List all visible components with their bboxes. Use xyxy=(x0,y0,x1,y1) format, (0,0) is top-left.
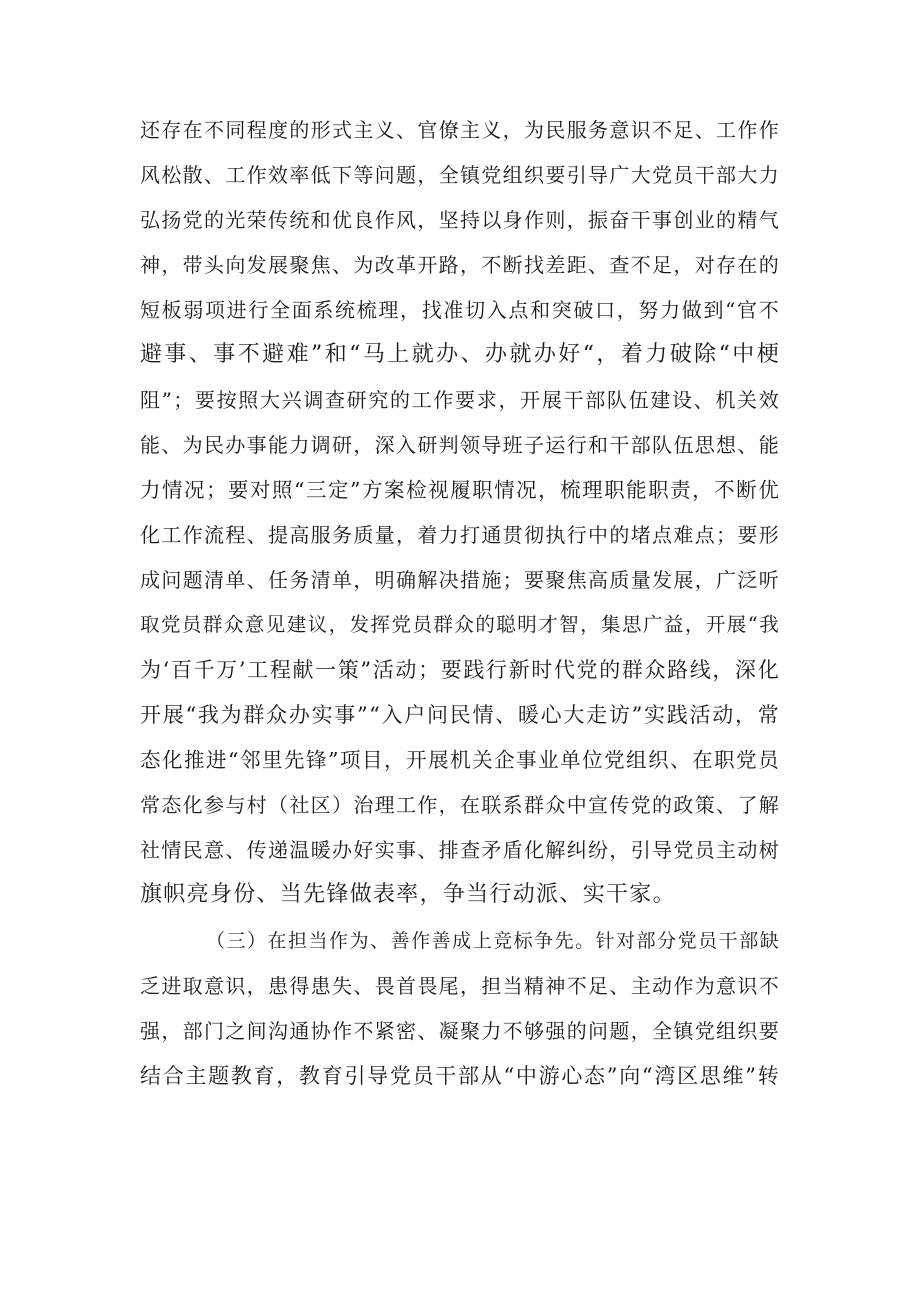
paragraph-1-line-4: 神，带头向发展聚焦、为改革开路，不断找差距、查不足，对存在的 xyxy=(140,253,780,277)
paragraph-1-line-15: 态化推进“邻里先锋”项目，开展机关企事业单位党组织、在职党员 xyxy=(140,748,780,772)
paragraph-2-line-1: （三）在担当作为、善作善成上竞标争先。针对部分党员干部缺 xyxy=(206,930,780,952)
paragraph-1-line-10: 化工作流程、提高服务质量，着力打通贯彻执行中的堵点难点；要形 xyxy=(140,523,780,547)
paragraph-1-line-2: 风松散、工作效率低下等问题，全镇党组织要引导广大党员干部大力 xyxy=(140,163,780,187)
paragraph-1-line-14: 开展“我为群众办实事”“入户问民情、暖心大走访”实践活动，常 xyxy=(140,703,780,727)
paragraph-1-line-13: 为‘百千万’工程献一策”活动；要践行新时代党的群众路线，深化 xyxy=(140,658,780,682)
paragraph-2-line-3: 强，部门之间沟通协作不紧密、凝聚力不够强的问题，全镇党组织要 xyxy=(140,1019,780,1043)
paragraph-2-line-2: 乏进取意识，患得患失、畏首畏尾，担当精神不足、主动作为意识不 xyxy=(140,974,780,998)
paragraph-2-line-4: 结合主题教育，教育引导党员干部从“中游心态”向“湾区思维”转 xyxy=(140,1064,780,1088)
paragraph-1-line-16: 常态化参与村（社区）治理工作，在联系群众中宣传党的政策、了解 xyxy=(140,793,780,817)
paragraph-1-line-3: 弘扬党的光荣传统和优良作风，坚持以身作则，振奋干事创业的精气 xyxy=(140,208,780,232)
paragraph-1-line-18: 旗帜亮身份、当先锋做表率，争当行动派、实干家。 xyxy=(140,882,676,907)
paragraph-1-line-9: 力情况；要对照“三定”方案检视履职情况，梳理职能职责，不断优 xyxy=(140,478,780,502)
paragraph-1-line-8: 能、为民办事能力调研，深入研判领导班子运行和干部队伍思想、能 xyxy=(140,433,780,457)
paragraph-1-line-12: 取党员群众意见建议，发挥党员群众的聪明才智，集思广益，开展“我 xyxy=(140,613,780,636)
paragraph-1-line-1: 还存在不同程度的形式主义、官僚主义，为民服务意识不足、工作作 xyxy=(140,118,780,142)
paragraph-1-line-5: 短板弱项进行全面系统梳理，找准切入点和突破口，努力做到“官不 xyxy=(140,298,780,322)
paragraph-1-line-11: 成问题清单、任务清单，明确解决措施；要聚焦高质量发展，广泛听 xyxy=(140,568,780,592)
paragraph-1-line-7: 阻”；要按照大兴调查研究的工作要求，开展干部队伍建设、机关效 xyxy=(140,388,780,412)
paragraph-1-line-6: 避事、事不避难”和“马上就办、办就办好“，着力破除“中梗 xyxy=(140,342,780,367)
paragraph-1-line-17: 社情民意、传递温暖办好实事、排查矛盾化解纠纷，引导党员主动树 xyxy=(140,838,780,862)
